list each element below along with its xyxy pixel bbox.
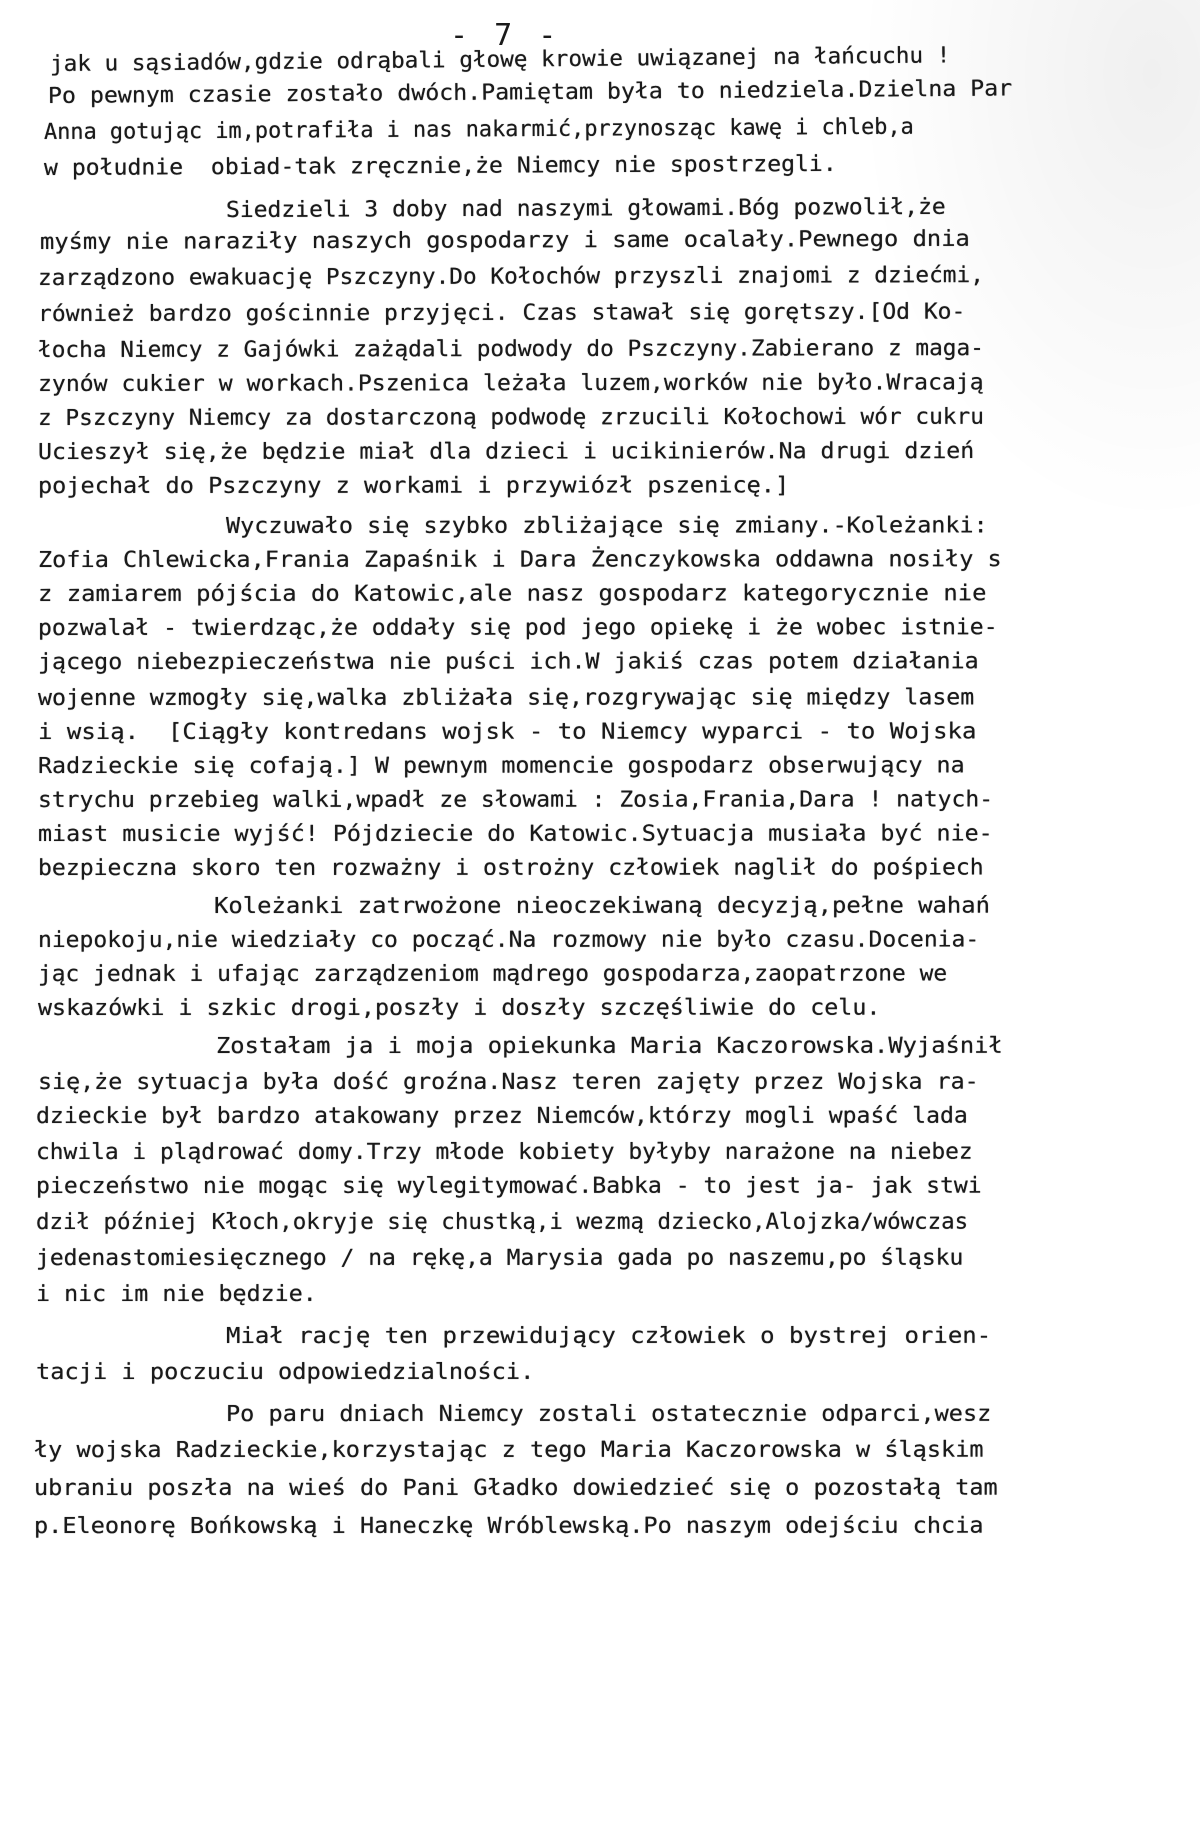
text-line: Wyczuwało się szybko zbliżające się zmiany.-Koleżanki: [225, 513, 988, 539]
text-line: tacji i poczuciu odpowiedzialności. [35, 1359, 535, 1385]
text-line: wojenne wzmogły się,walka zbliżała się,rozgrywając się między lasem [37, 685, 975, 711]
text-line: Ucieszył się,że będzie miał dla dzieci i ucikinierów.Na drugi dzień [37, 439, 975, 465]
text-line: ły wojska Radzieckie,korzystając z tego Maria Kaczorowska w śląskim [33, 1437, 984, 1463]
text-line: Koleżanki zatrwożone nieoczekiwaną decyzją,pełne wahań [213, 893, 991, 919]
text-line: jedenastomiesięcznego / na rękę,a Marysia gada po naszemu,po śląsku [35, 1245, 964, 1271]
text-line: z zamiarem pójścia do Katowic,ale nasz gospodarz kategorycznie nie [37, 581, 987, 607]
text-line: jąc jednak i ufając zarządzeniom mądrego gospodarza,zaopatrzone we [37, 961, 948, 987]
text-line: niepokoju,nie wiedziały co począć.Na rozmowy nie było czasu.Docenia- [37, 927, 980, 953]
text-line: zarządzono ewakuację Pszczyny.Do Kołochów przyszli znajomi z dziećmi, [37, 263, 984, 291]
text-line: Zostałam ja i moja opiekunka Maria Kaczorowska.Wyjaśnił [215, 1033, 1003, 1059]
text-line: bezpieczna skoro ten rozważny i ostrożny człowiek naglił do pośpiech [37, 855, 984, 881]
text-line: pozwalał - twierdząc,że oddały się pod jego opiekę i że wobec istnie- [37, 615, 998, 641]
text-line: i wsią. [Ciągły kontredans wojsk - to Niemcy wyparci - to Wojska [37, 719, 977, 745]
text-line: Zofia Chlewicka,Frania Zapaśnik i Dara Żenczykowska oddawna nosiły s [37, 547, 1002, 573]
text-line: ubraniu poszła na wieś do Pani Gładko dowiedzieć się o pozostałą tam [33, 1475, 998, 1501]
text-line: zynów cukier w workach.Pszenica leżała luzem,worków nie było.Wracają [37, 370, 984, 397]
text-line: i nic im nie będzie. [35, 1281, 317, 1307]
text-line: Siedzieli 3 doby nad naszymi głowami.Bóg pozwolił,że [225, 194, 946, 223]
text-line: z Pszczyny Niemcy za dostarczoną podwodę zrzucili Kołochowi wór cukru [37, 404, 984, 431]
text-line: pieczeństwo nie mogąc się wylegitymować.Babka - to jest ja- jak stwi [35, 1173, 982, 1199]
text-line: Po paru dniach Niemcy zostali ostatecznie odparci,wesz [225, 1401, 992, 1427]
text-line: strychu przebieg walki,wpadł ze słowami : Zosia,Frania,Dara ! natych- [37, 787, 994, 813]
text-line: również bardzo gościnnie przyjęci. Czas stawał się gorętszy.[Od Ko- [37, 299, 966, 327]
text-line: miast musicie wyjść! Pójdziecie do Katowic.Sytuacja musiała być nie- [37, 821, 993, 847]
text-line: dził później Kłoch,okryje się chustką,i wezmą dziecko,Alojzka/wówczas [35, 1209, 969, 1235]
text-line: myśmy nie naraziły naszych gospodarzy i same ocalały.Pewnego dnia [39, 226, 970, 255]
text-line: Po pewnym czasie zostało dwóch.Pamiętam była to niedziela.Dzielna Par [47, 76, 1013, 109]
text-line: pojechał do Pszczyny z workami i przywiózł pszenicę.] [37, 473, 790, 499]
text-line: jącego niebezpieczeństwa nie puści ich.W jakiś czas potem działania [37, 649, 979, 675]
page-number: - 7 - [450, 18, 561, 53]
text-line: dzieckie był bardzo atakowany przez Niemców,którzy mogli wpaść lada [35, 1103, 968, 1129]
text-line: się,że sytuacja była dość groźna.Nasz teren zajęty przez Wojska ra- [37, 1069, 979, 1095]
text-line: wskazówki i szkic drogi,poszły i doszły szczęśliwie do celu. [37, 995, 881, 1021]
text-line: w południe obiad-tak zręcznie,że Niemcy nie spostrzegli. [43, 151, 837, 181]
text-line: Radzieckie się cofają.] W pewnym momencie gospodarz obserwujący na [37, 753, 965, 779]
text-line: p.Eleonorę Bońkowską i Haneczkę Wróblewską.Po naszym odejściu chcia [33, 1513, 984, 1539]
text-line: Anna gotując im,potrafiła i nas nakarmić,przynosząc kawę i chleb,a [43, 114, 914, 145]
text-line: chwila i plądrować domy.Trzy młode kobiety byłyby narażone na niebez [35, 1139, 973, 1165]
text-line: jak u sąsiadów,gdzie odrąbali głowę krowie uwiązanej na łańcuchu ! [49, 43, 951, 77]
text-line: łocha Niemcy z Gajówki zażądali podwody do Pszczyny.Zabierano z maga- [37, 336, 984, 363]
text-line: Miał rację ten przewidujący człowiek o bystrej orien- [225, 1323, 992, 1349]
